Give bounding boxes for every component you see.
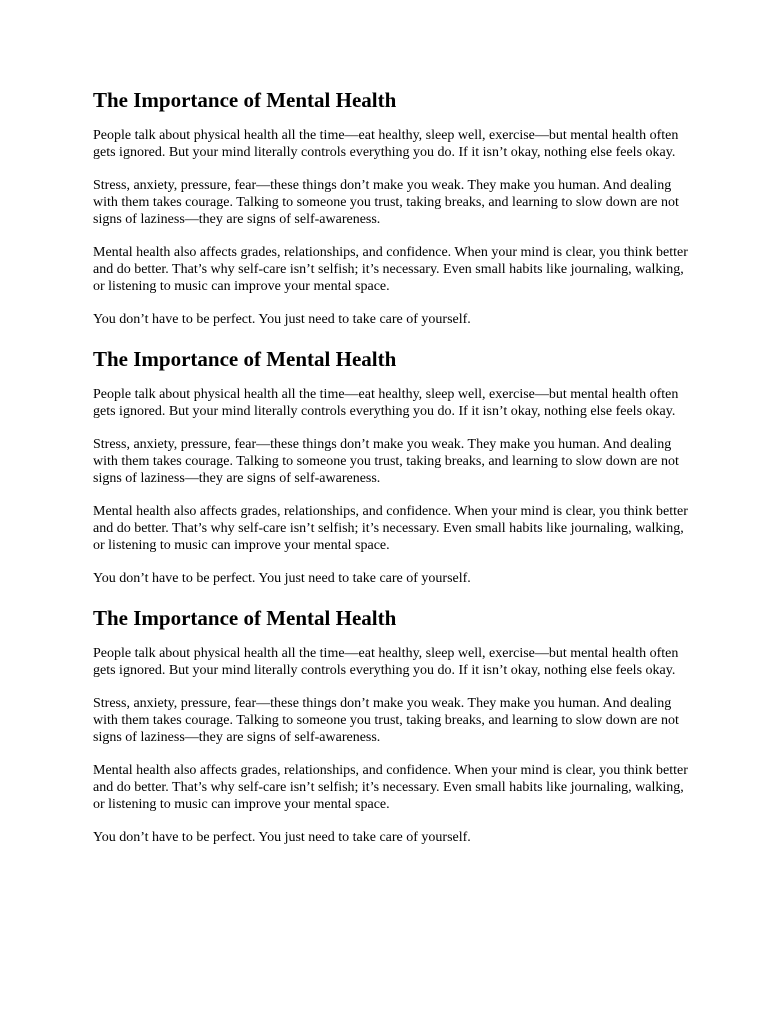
paragraph: Stress, anxiety, pressure, fear—these things don’t make you weak. They make you human. And dealing with them takes courage. Talking to someone you trust, taking breaks, and learning to slow down are not signs of laziness—they are signs of self-awareness. [93,437,679,486]
section-title: The Importance of Mental Health [93,347,397,371]
paragraph: You don’t have to be perfect. You just need to take care of yourself. [93,571,471,586]
section-title: The Importance of Mental Health [93,606,397,630]
section-title: The Importance of Mental Health [93,88,397,112]
paragraph: Stress, anxiety, pressure, fear—these things don’t make you weak. They make you human. And dealing with them takes courage. Talking to someone you trust, taking breaks, and learning to slow down are not signs of laziness—they are signs of self-awareness. [93,696,679,745]
paragraph: You don’t have to be perfect. You just need to take care of yourself. [93,312,471,327]
section-3 [93,605,693,846]
paragraph: People talk about physical health all the time—eat healthy, sleep well, exercise—but mental health often gets ignored. But your mind literally controls everything you do. If it isn’t okay, nothing else feels okay. [93,646,679,678]
paragraph: People talk about physical health all the time—eat healthy, sleep well, exercise—but mental health often gets ignored. But your mind literally controls everything you do. If it isn’t okay, nothing else feels okay. [93,128,679,160]
paragraph: You don’t have to be perfect. You just need to take care of yourself. [93,830,471,845]
document-page [93,87,693,846]
paragraph: Mental health also affects grades, relationships, and confidence. When your mind is clear, you think better and do better. That’s why self-care isn’t selfish; it’s necessary. Even small habits like journaling, walking, or listening to music can improve your mental space. [93,763,688,812]
paragraph: People talk about physical health all the time—eat healthy, sleep well, exercise—but mental health often gets ignored. But your mind literally controls everything you do. If it isn’t okay, nothing else feels okay. [93,387,679,419]
section-2 [93,346,693,587]
paragraph: Mental health also affects grades, relationships, and confidence. When your mind is clear, you think better and do better. That’s why self-care isn’t selfish; it’s necessary. Even small habits like journaling, walking, or listening to music can improve your mental space. [93,504,688,553]
paragraph: Stress, anxiety, pressure, fear—these things don’t make you weak. They make you human. And dealing with them takes courage. Talking to someone you trust, taking breaks, and learning to slow down are not signs of laziness—they are signs of self-awareness. [93,178,679,227]
paragraph: Mental health also affects grades, relationships, and confidence. When your mind is clear, you think better and do better. That’s why self-care isn’t selfish; it’s necessary. Even small habits like journaling, walking, or listening to music can improve your mental space. [93,245,688,294]
section-1 [93,87,693,328]
